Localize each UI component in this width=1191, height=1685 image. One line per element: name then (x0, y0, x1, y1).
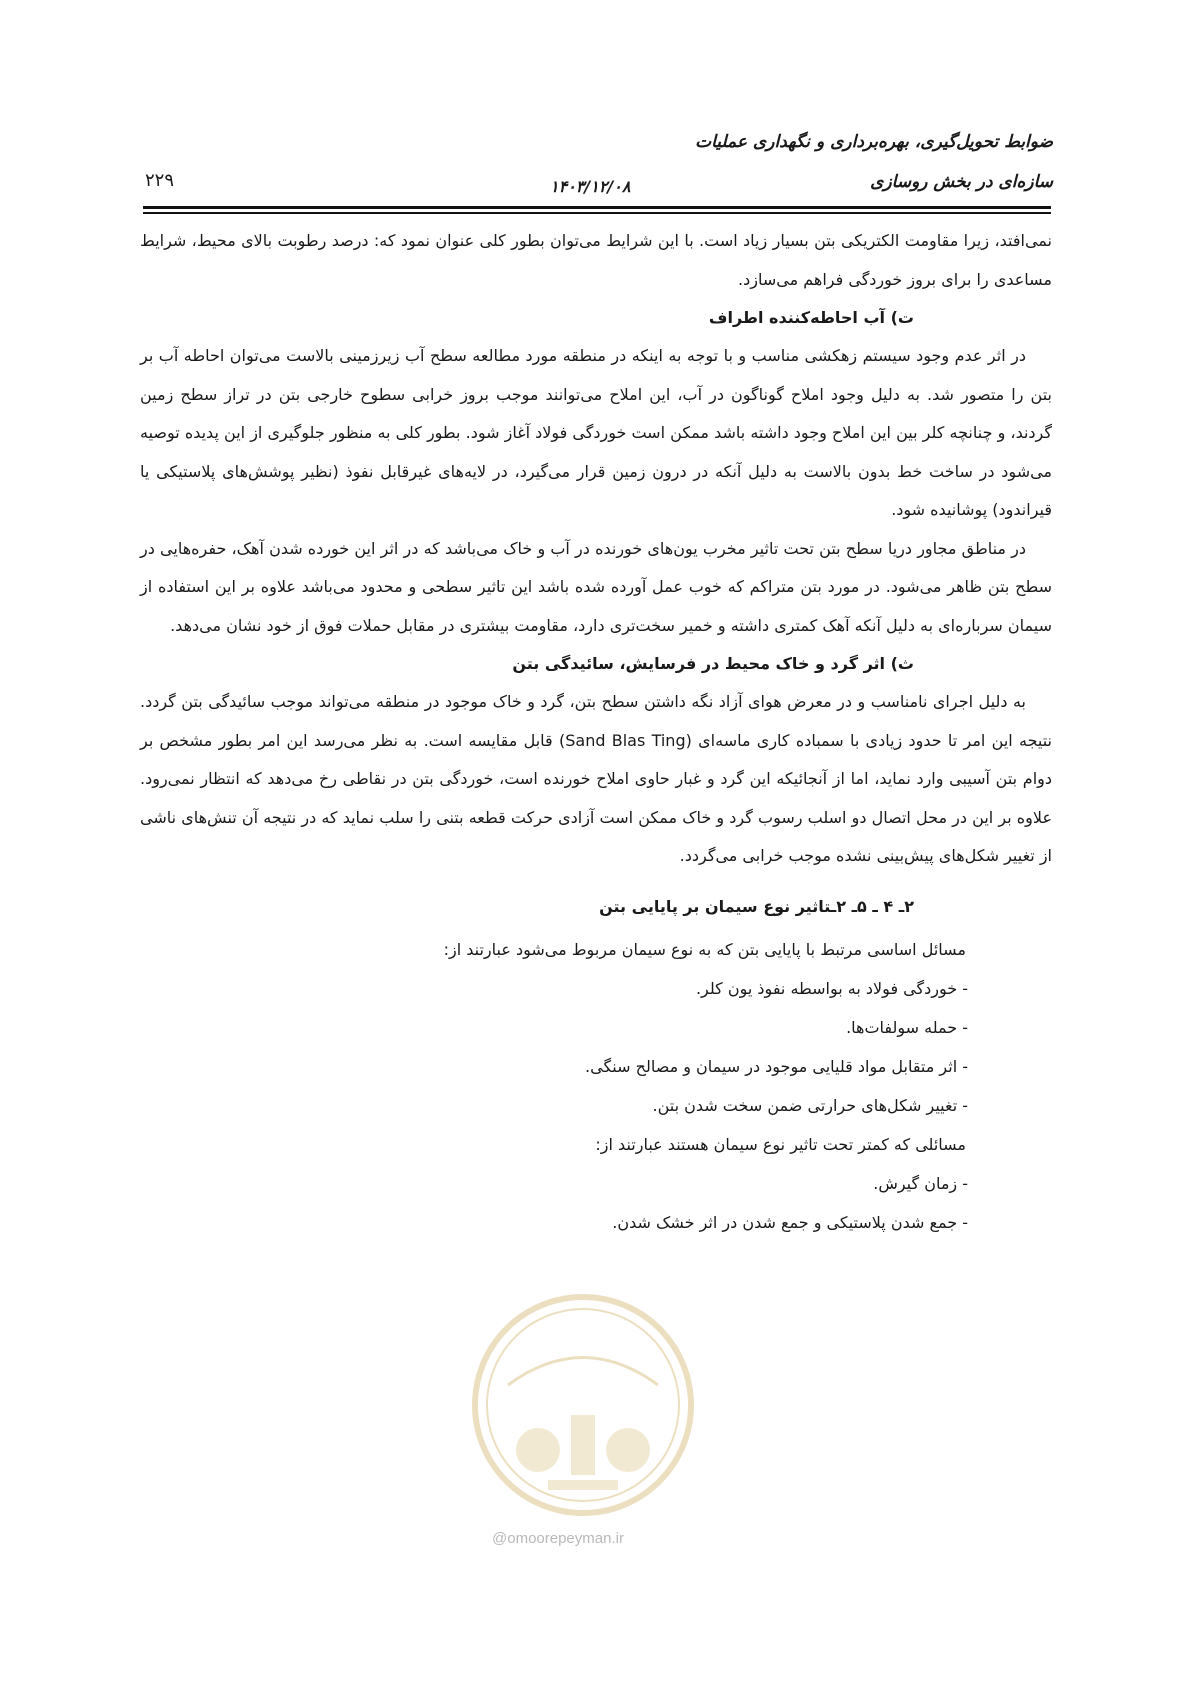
list-item: - حمله سولفات‌ها. (846, 1017, 968, 1037)
watermark-logo (468, 1290, 698, 1520)
paragraph-groundwater: در اثر عدم وجود سیستم زهکشی مناسب و با توجه به اینکه در منطقه مورد مطالعه سطح آب زیرزمینی بالاست می‌توان احاطه آب بر بتن را متصور شد. به دلیل وجود املاح گوناگون در آب، این املاح می‌توانند موجب بروز خرابی سطوح خارجی بتن در تراز سطح زمین گردند، و چنانچه کلر بین این املاح وجود داشته باشد ممکن است خوردگی فولاد آغاز شود. بطور کلی به منظور جلوگیری از این پدیده توصیه می‌شود در ساخت خط بدون بالاست به دلیل آنکه در درون زمین قرار می‌گیرد، در لایه‌های غیرقابل نفوذ (نظیر پوشش‌های پلاستیکی یا قیراندود) پوشانیده شود. (140, 346, 1052, 519)
header-title-line2: سازه‌ای در بخش روسازی (870, 172, 1053, 192)
list-lead-main-issues: مسائل اساسی مرتبط با پایایی بتن که به نوع سیمان مربوط می‌شود عبارتند از: (443, 939, 966, 959)
sand-blasting-term: (Sand Blas Ting) (558, 730, 692, 750)
header-title-line1: ضوابط تحویل‌گیری، بهره‌برداری و نگهداری عملیات (695, 132, 1053, 152)
page-number: ۲۲۹ (145, 170, 175, 191)
list-item: - اثر متقابل مواد قلیایی موجود در سیمان و مصالح سنگی. (585, 1056, 968, 1076)
list-item: - جمع شدن پلاستیکی و جمع شدن در اثر خشک شدن. (612, 1212, 968, 1232)
list-item: - تغییر شکل‌های حرارتی ضمن سخت شدن بتن. (652, 1095, 968, 1115)
paragraph-dust-part1: به دلیل اجرای نامناسب و در معرض هوای آزاد نگه داشتن سطح بتن، گرد و خاک موجود در منطقه می‌تواند موجب سائیدگی بتن گردد. نتیجه این امر تا حدود زیادی با سمباده کاری ماسه‌ای (140, 692, 1053, 750)
body-text (140, 222, 1052, 1242)
list-item: - زمان گیرش. (873, 1173, 968, 1193)
heading-surrounding-water: ت) آب احاطه‌کننده اطراف (708, 308, 914, 327)
paragraph-humidity: نمی‌افتد، زیرا مقاومت الکتریکی بتن بسیار زیاد است. با این شرایط می‌توان بطور کلی عنوان نمود که: درصد رطوبت بالای محیط، شرایط مساعدی را برای بروز خوردگی فراهم می‌سازد. (140, 231, 1052, 289)
header-rule-thick (143, 206, 1051, 209)
header-date: ۱۴۰۳/۱۲/۰۸ (550, 177, 631, 196)
list-lead-minor-issues: مسائلی که کمتر تحت تاثیر نوع سیمان هستند عبارتند از: (595, 1134, 966, 1154)
heading-dust-abrasion: ث) اثر گرد و خاک محیط در فرسایش، سائیدگی بتن (512, 654, 914, 673)
paragraph-dust-part2: قابل مقایسه است. به نظر می‌رسد این امر بطور مشخص بر دوام بتن آسیبی وارد نماید، اما از آنجائیکه این گرد و غبار حاوی املاح خورنده است، خوردگی بتن در نقاطی رخ می‌دهد که انتظار نمی‌رود. علاوه بر این در محل اتصال دو اسلب رسوب گرد و خاک ممکن است آزادی حرکت قطعه بتنی را سلب نماید که در نتیجه آن تنش‌های ناشی از تغییر شکل‌های پیش‌بینی نشده موجب خرابی می‌گردد. (140, 730, 1052, 865)
paragraph-dust (140, 683, 1052, 876)
cement-issues-list (140, 930, 1052, 1242)
section-heading-cement-type: ۲ـ ۴ ـ ۵ـ ۲ـتاثیر نوع سیمان بر پایایی بتن (599, 896, 914, 916)
list-item: - خوردگی فولاد به بواسطه نفوذ یون کلر. (695, 978, 968, 998)
watermark-website: @omoorepeyman.ir (492, 1530, 624, 1547)
paragraph-coastal-areas: در مناطق مجاور دریا سطح بتن تحت تاثیر مخرب یون‌های خورنده در آب و خاک می‌باشد که در اثر این خورده شدن آهک، حفره‌هایی در سطح بتن ظاهر می‌شود. در مورد بتن متراکم که خوب عمل آورده شده باشد این تاثیر سطحی و محدود می‌باشد علاوه بر این استفاده از سیمان سرباره‌ای به دلیل آنکه آهک کمتری داشته و خمیر سخت‌تری دارد، مقاومت بیشتری در مقابل حملات فوق از خود نشان می‌دهد. (140, 538, 1052, 635)
header-rule-thin (143, 212, 1051, 214)
